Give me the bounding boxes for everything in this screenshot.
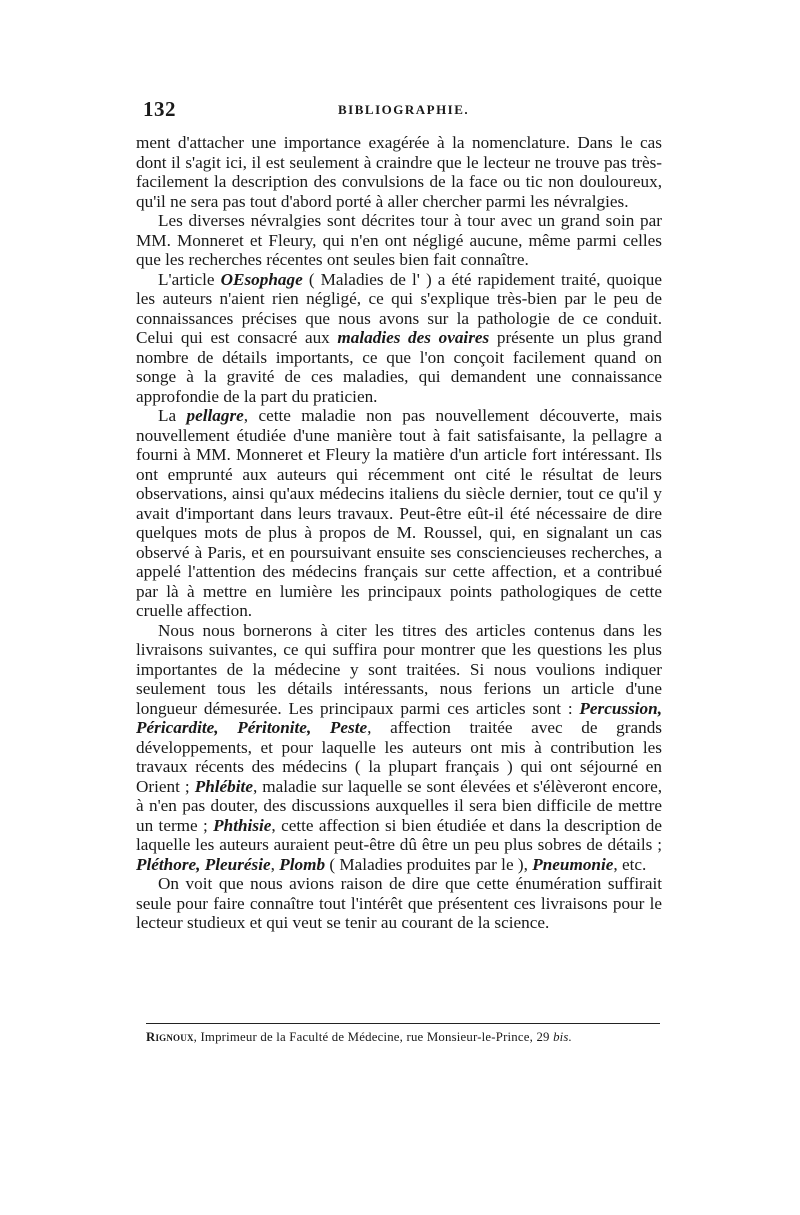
italic-term: Percussion, Péricardite, Péritonite, Peste <box>136 698 662 737</box>
printer-address-bis: bis. <box>553 1030 572 1044</box>
text-segment: , <box>270 854 280 874</box>
text-segment: On voit que nous avions raison de dire que cette énumération suffirait seule pour faire connaître tout l'intérêt que présentent ces livraisons pour le lecteur studieux et qui veut se tenir au courant de la science. <box>136 874 662 932</box>
text-segment: , cette affection si bien étudiée et dans la description de laquelle les auteurs auraient peut-être dû être un peu plus sobres de détails ; <box>136 815 663 854</box>
running-title: BIBLIOGRAPHIE. <box>338 102 470 117</box>
paragraph <box>136 133 662 211</box>
text-segment: ( Maladies produites par le ), <box>325 854 533 874</box>
footer-rule <box>146 1023 660 1024</box>
italic-term: maladies des ovaires <box>337 328 490 347</box>
paragraph <box>136 406 662 621</box>
italic-term: Phthisie <box>213 815 272 835</box>
italic-term: Plomb <box>279 854 326 874</box>
text-segment: , affection traitée avec de grands développements, et pour laquelle les auteurs ont mis à contribution les travaux récents des médecins ( la plupart français ) qui ont séjourné en Orient ; <box>136 718 662 796</box>
page-number: 132 <box>143 97 176 121</box>
printer-imprint <box>146 1030 666 1045</box>
paragraph <box>136 621 662 875</box>
text-segment: présente un plus grand nombre de détails importants, ce que l'on conçoit facilement quand on songe à la gravité de ces maladies, qui demandent une connaissance approfondie de la part du praticien. <box>136 328 662 406</box>
italic-term: Pneumonie <box>532 854 614 874</box>
text-segment: , etc. <box>613 854 647 874</box>
text-segment: ( Maladies de l' ) a été rapidement traité, quoique les auteurs n'aient rien négligé, ce qui s'explique très-bien par le peu de connaissances précises que nous avons sur la pathologie de ce conduit. Celui qui est consacré aux <box>136 269 662 347</box>
italic-term: Pléthore, Pleurésie <box>136 854 271 874</box>
text-segment: L'article <box>158 269 221 289</box>
paragraph <box>136 211 662 270</box>
italic-term: pellagre <box>186 406 244 425</box>
printer-name: Rignoux <box>146 1030 194 1044</box>
text-segment: Nous nous bornerons à citer les titres des articles contenus dans les livraisons suivantes, ce qui suffira pour montrer que les questions les plus importantes de la médecine y sont traitées. Si nous voulions indiquer seulement tous les détails intéressants, nous ferions un article d'une longueur démesurée. Les principaux parmi ces articles sont : <box>136 620 662 718</box>
page-header <box>143 97 663 127</box>
italic-term: OEsophage <box>220 269 303 289</box>
text-segment: Les diverses névralgies sont décrites tour à tour avec un grand soin par MM. Monneret et Fleury, qui n'en ont négligé aucune, même parmi celles que les recherches récentes ont seules bien fait connaître. <box>136 211 662 269</box>
paragraph <box>136 874 662 933</box>
text-segment: La <box>158 406 187 425</box>
printer-address: , Imprimeur de la Faculté de Médecine, rue Monsieur-le-Prince, 29 <box>193 1030 554 1044</box>
text-segment: , cette maladie non pas nouvellement découverte, mais nouvellement étudiée d'une manière tout à fait satisfaisante, la pellagre a fourni à MM. Monneret et Fleury la matière d'un article fort intéressant. Ils ont emprunté aux auteurs qui récemment ont cité le résultat de leurs observations, ainsi qu'aux médecins italiens du siècle dernier, tout ce qu'il y avait d'important dans leurs travaux. Peut-être eût-il été nécessaire de dire quelques mots de plus à propos de M. Roussel, qui, en signalant un cas observé à Paris, et en poursuivant ensuite ses consciencieuses recherches, a appelé l'attention des médecins français sur cette affection, et a contribué par là à mettre en lumière les principaux points pathologiques de cette cruelle affection. <box>136 406 662 620</box>
text-segment: ment d'attacher une importance exagérée à la nomenclature. Dans le cas dont il s'agit ici, il est seulement à craindre que le lecteur ne trouve pas très-facilement la description des convulsions de la face ou tic non douloureux, qu'il ne sera pas tout d'abord porté à aller chercher parmi les névralgies. <box>136 133 662 211</box>
paragraph <box>136 270 662 407</box>
text-segment: , maladie sur laquelle se sont élevées et s'élèveront encore, à n'en pas douter, des discussions auxquelles il sera bien difficile de mettre un terme ; <box>136 776 662 835</box>
italic-term: Phlébite <box>194 776 253 796</box>
body-text <box>136 133 662 933</box>
